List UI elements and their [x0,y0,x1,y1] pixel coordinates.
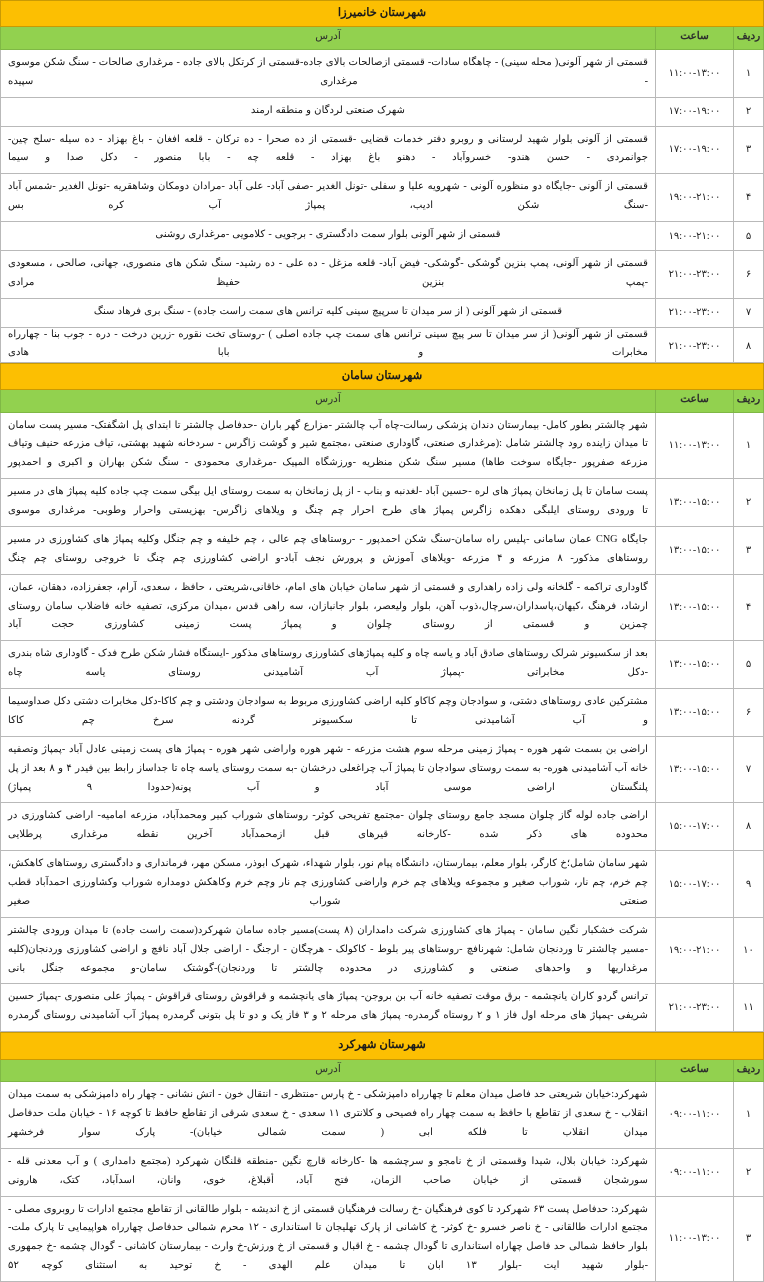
row-number-cell: ۱۱ [734,984,764,1032]
table-row [1,917,764,984]
table-row [1,1082,764,1149]
outage-time-cell: ۰۹:۰۰-۱۱:۰۰ [656,1148,734,1196]
row-number-cell: ۵ [734,641,764,689]
city-title: شهرستان خانمیرزا [1,1,764,27]
outage-time-cell: ۱۳:۰۰-۱۵:۰۰ [656,641,734,689]
row-number-cell: ۴ [734,174,764,222]
outage-address-text: قسمتی از شهر آلونی( از سر میدان تا سر پیچ سینی ترانس های سمت چپ جاده اصلی ) -روستای تخت نقوره -زرین درخت - دره - جوب بنا - چهارراه مخابرات و بابا هادی [8,328,648,358]
table-row [1,1196,764,1282]
row-number-cell: ۱ [734,1082,764,1149]
table-row [1,526,764,574]
outage-time-cell: ۲۱:۰۰-۲۳:۰۰ [656,984,734,1032]
table-row [1,479,764,527]
row-number-cell: ۵ [734,222,764,251]
outage-time-cell: ۱۱:۰۰-۱۳:۰۰ [656,412,734,479]
column-header-row-no: ردیف [734,1059,764,1082]
row-number-cell: ۳ [734,1196,764,1282]
table-row [1,412,764,479]
table-row [1,641,764,689]
outage-time-cell: ۱۱:۰۰-۱۳:۰۰ [656,49,734,97]
outage-address-cell: قسمتی از شهر آلونی، پمپ بنزین گوشکی -گوشکی- فیض آباد- قلعه مزغل - ده علی - ده رشید- سنگ شکن های منصوری، جهانی، صالحی ، مسعودی -پمپ بنزین حفیظ مرادی [1,250,656,298]
row-number-cell: ۹ [734,851,764,918]
outage-address-cell: شهرک صنعتی لردگان و منطقه ارمند [1,97,656,126]
outage-address-cell: شرکت خشکبار نگین سامان - پمپاژ های کشاورزی شرکت دامداران (۸ پست)مسیر جاده سامان شهرکرد(سمت راست جاده) تا میدان ورودی چالشتر -مسیر چالشتر تا وردنجان شامل: شهرنافچ -روستاهای پیر بلوط - کاکولک - هرچگان - ارجنگ - اراضی جلال آباد نافچ و اراضی کشاورزی وردنجان(کلیه مرغداریها و واحدهای صنعتی و کشاورزی در محدوده چالشتر تا وردنجان)-گوشتک سامان-و مجموعه جنگل بانی [1,917,656,984]
table-row [1,49,764,97]
city-title: شهرستان شهرکرد [1,1033,764,1059]
table-row [1,126,764,174]
outage-address-cell: قسمتی از شهر آلونی بلوار سمت دادگستری - برجویی - کلامویی -مرغداری روشنی [1,222,656,251]
column-header-address: آدرس [1,27,656,50]
row-number-cell: ۱ [734,49,764,97]
outage-address-cell: جایگاه CNG عمان سامانی -پلیس راه سامان-سنگ شکن احمدپور - -روستاهای چم عالی ، چم خلیفه و چم جنگل وکلیه پمپاژ های کشاورزی در مسیر روستاهای مذکور- ۸ مزرعه و ۴ مزرعه -ویلاهای آموزش و پرورش نجف آباد-و اراضی کشاورزی چم چنگ تا خروجی روستای چم چنگ [1,526,656,574]
row-number-cell: ۷ [734,736,764,803]
column-header-address: آدرس [1,1059,656,1082]
outage-address-cell: قسمتی از شهر آلونی ( از سر میدان تا سرپیچ سینی کلیه ترانس های سمت راست جاده) - سنگ بری فرهاد سنگ [1,298,656,327]
city-banner-row [1,1033,764,1059]
outage-address-cell: پست سامان تا پل زمانخان پمپاژ های لره -حسین آباد -لغدنبه و بناب - از پل زمانخان به سمت روستای ایل بیگی سمت چپ جاده کلیه پمپاژ های در مسیر تا ورودی روستای ایلبگی دهکده زاگرس پمپاژ های طرح احرار چم چنگ و ویلاهای زاگرس- بهزیستی واحرار وطوبی- مرغداری موسوی [1,479,656,527]
row-number-cell: ۴ [734,574,764,641]
row-number-cell: ۶ [734,250,764,298]
row-number-cell: ۸ [734,327,764,362]
outage-time-cell: ۱۳:۰۰-۱۵:۰۰ [656,736,734,803]
column-header-row [1,1059,764,1082]
table-row [1,174,764,222]
city-outage-table [0,363,764,1033]
outage-time-cell: ۱۳:۰۰-۱۵:۰۰ [656,689,734,737]
outage-time-cell: ۲۱:۰۰-۲۳:۰۰ [656,327,734,362]
outage-address-cell: قسمتی از آلونی -جایگاه دو منظوره آلونی - شهرویه علیا و سفلی -تونل الغدیر -صفی آباد- علی آباد -مرادان دومکان وشاهقریه -تونل الغدیر -شمس آباد -سنگ شکن ادیب، پمپاژ آب کره بس [1,174,656,222]
outage-address-cell: اراضی جاده لوله گاز چلوان مسجد جامع روستای چلوان -مجتمع تفریحی کوثر- روستاهای شوراب کبیر ومحمدآباد، مزرعه امامیه- اراضی کشاورزی در محدوده های ذکر شده -کارخانه قیرهای قبل ازمحمدآباد آخرین نقطه مرغداری پرطلایی [1,803,656,851]
column-header-row-no: ردیف [734,27,764,50]
row-number-cell: ۳ [734,526,764,574]
table-row [1,803,764,851]
outage-time-cell: ۱۵:۰۰-۱۷:۰۰ [656,803,734,851]
outage-time-cell: ۱۷:۰۰-۱۹:۰۰ [656,126,734,174]
outage-time-cell: ۱۱:۰۰-۱۳:۰۰ [656,1196,734,1282]
table-row [1,851,764,918]
outage-address-cell: شهرکرد:خیابان شریعتی حد فاصل میدان معلم تا چهارراه دامپزشکی - خ پارس -منتظری - انتقال خون - اتش نشانی - چهار راه دامپزشکی به سمت میدان انقلاب - خ سعدی از تقاطع با حافظ به سمت چهار راه فصیحی و کلانتری ۱۱ سعدی - خ سعدی شرقی از تقاطع حافظ تا کوچه ۱۶ - خیابان ملت حدفاصل میدان انقلاب تا فلکه ابی ( سمت شمالی خیابان)- پارک سوار فرخشهر [1,1082,656,1149]
city-title: شهرستان سامان [1,363,764,389]
city-outage-table [0,1032,764,1282]
table-row [1,736,764,803]
outage-time-cell: ۱۹:۰۰-۲۱:۰۰ [656,174,734,222]
outage-address-cell: شهرکرد: خیابان بلال، شیدا وقسمتی از خ نامجو و سرچشمه ها -کارخانه قارچ نگین -منطقه قلنگان شهرکرد (مجتمع دامداری ) و آب معدنی قله - سورشجان قسمتی از خیابان صاحب الزمان، فتح آباد، أقبلاغ، خوی، وانان، اسدآباد، کتک، هارونی [1,1148,656,1196]
outage-address-cell: قسمتی از شهر آلونی( محله سینی) - چاهگاه سادات- قسمتی ازصالحات بالای جاده-قسمتی از کرتکل بالای جاده - مرغداری صالحات - سنگ شکن موسوی - مرغداری سپیده [1,49,656,97]
table-row [1,250,764,298]
outage-address-cell: بعد از سکسیونر شرلک روستاهای صادق آباد و یاسه چاه و کلیه پمپاژهای کشاورزی روستاهای مذکور -ایستگاه فشار شکن طرح فدک - گاوداری شاه بندری -دکل مخابراتی -پمپاژ آب آشامیدنی روستای یاسه چاه [1,641,656,689]
row-number-cell: ۱۰ [734,917,764,984]
outage-time-cell: ۰۹:۰۰-۱۱:۰۰ [656,1082,734,1149]
table-row [1,327,764,362]
outage-time-cell: ۱۳:۰۰-۱۵:۰۰ [656,479,734,527]
city-outage-table [0,0,764,363]
outage-time-cell: ۱۳:۰۰-۱۵:۰۰ [656,574,734,641]
table-row [1,222,764,251]
outage-address-cell: قسمتی از آلونی بلوار شهید لرستانی و روبرو دفتر خدمات قضایی -قسمتی از ده صحرا - ده ترکان - قلعه افغان - باغ بهزاد - ده سیله -سلح چین- جوانمردی - حسن هندو- خسروآباد - دهنو باغ بهزاد - قلعه چه - بابا منصور - دکل صدا و سیما [1,126,656,174]
row-number-cell: ۸ [734,803,764,851]
city-banner-row [1,1,764,27]
row-number-cell: ۶ [734,689,764,737]
column-header-row-no: ردیف [734,389,764,412]
outage-address-cell: مشترکین عادی روستاهای دشتی، و سوادجان وچم کاکاو کلیه اراضی کشاورزی مربوط به سوادجان ودشتی و چم کاکا-دکل مخابرات دشتی دکل صداوسیما و آب آشامیدنی تا سکسیونر گردنه سرخ چم کاکا [1,689,656,737]
column-header-row [1,389,764,412]
outage-address-cell: ترانس گردو کاران یانچشمه - برق موقت تصفیه خانه آب بن بروجن- پمپاژ های یانچشمه و قراقوش روستای قراقوش - پمپاژ علی منصوری -پمپاژ حسین شریفی -پمپاژ های مرحله اول فاز ۱ و ۲ روستاه گرمدره- پمپاژ های مرحله ۲ و ۳ فاز یک و دو تا پل بتونی گرمدره پمپاژ آب آشامیدنی روستای گرمدره [1,984,656,1032]
outage-address-cell: شهرکرد: حدفاصل پست ۶۳ شهرکرد تا کوی فرهنگیان -خ رسالت فرهنگیان قسمتی از خ اندیشه - بلوار طالقانی از تقاطع مجتمع ادارات تا روبروی مصلی - مجتمع ادارات طالقانی - خ ناصر خسرو -خ کوثر- خ کاشانی از پارک تهلیجان تا استانداری - ۱۲ محرم شمالی حدفاصل چهارراه هواپیمایی تا پارک ملت- بلوار حافظ شمالی حد فاصل چهاراه استانداری تا گودال چشمه - خ اقبال و قسمتی از خ ورزش-خ وارث - بیمارستان کاشانی - گودال چشمه -خ جمهوری -بلوار شهید ایت -بلوار ۱۳ ابان تا میدان علم الهدی - خ توحید به استثنای کوچه ۵۲ [1,1196,656,1282]
outage-time-cell: ۱۷:۰۰-۱۹:۰۰ [656,97,734,126]
column-header-time: ساعت [656,1059,734,1082]
outage-time-cell: ۱۵:۰۰-۱۷:۰۰ [656,851,734,918]
column-header-row [1,27,764,50]
outage-time-cell: ۱۹:۰۰-۲۱:۰۰ [656,917,734,984]
row-number-cell: ۷ [734,298,764,327]
table-row [1,984,764,1032]
row-number-cell: ۳ [734,126,764,174]
outage-address-cell: گاوداری تراکمه - گلخانه ولی زاده راهداری و قسمتی از شهر سامان خیابان های امام، خاقانی،شریعتی ، حافظ ، سعدی، آرام، جعفرزاده، دهقان، عمان، ارشاد، فرهنگ ،کیهان،پاسداران،سرچال،ذوب آهن، بلوار ولیعصر، بلوار جانبازان، سه راهی قدس ،میدان مرکزی، تصفیه خانه فاضلاب سامان روستای چمزین و قسمتی از روستای چلوان و پمپاژ پست زمینی کشاورزی حجت آباد [1,574,656,641]
row-number-cell: ۲ [734,479,764,527]
column-header-time: ساعت [656,389,734,412]
outage-time-cell: ۲۱:۰۰-۲۳:۰۰ [656,250,734,298]
table-row [1,1148,764,1196]
city-banner-row [1,363,764,389]
column-header-time: ساعت [656,27,734,50]
table-row [1,689,764,737]
column-header-address: آدرس [1,389,656,412]
table-row [1,298,764,327]
outage-address-cell: شهر چالشتر بطور کامل- بیمارستان دندان پزشکی رسالت-چاه آب چالشتر -مزارع گهر باران -حدفاصل چالشتر تا ابتدای پل اشگفتک- مسیر پست سامان تا میدان زاینده رود چالشتر شامل :(مرغداری صنعتی، گاوداری صنعتی ،مجتمع شیر و گوشت زاگرس - سردخانه شهید بهشتی، تیاف مزرعه حنیف وتیاف مزرعه صفرپور -جایگاه سوخت طاها) مسیر سنگ شکن منظریه -ورزشگاه المپیک -مرغداری محمودی - سنگ شکن بهاران و اکبری و احمدپور [1,412,656,479]
outage-address-cell: اراضی بن بسمت شهر هوره - پمپاژ زمینی مرحله سوم هشت مزرعه - شهر هوره واراضی شهر هوره - پمپاژ های پست زمینی عادل آباد -پمپاژ وتصفیه خانه آب آشامیدنی هوره- به سمت روستای سوادجان تا پمپاژ آب چراغعلی درخشان -به سمت روستای یاسه چاه تا جداساز رابط بین فیدر ۴ و ۸ بعد از پل پلنگستان اراضی موسی آباد و آب پونه(حدودا ۹ پمپاژ) [1,736,656,803]
row-number-cell: ۲ [734,1148,764,1196]
row-number-cell: ۱ [734,412,764,479]
outage-time-cell: ۲۱:۰۰-۲۳:۰۰ [656,298,734,327]
outage-time-cell: ۱۳:۰۰-۱۵:۰۰ [656,526,734,574]
row-number-cell: ۲ [734,97,764,126]
outage-time-cell: ۱۹:۰۰-۲۱:۰۰ [656,222,734,251]
outage-address-cell [1,327,656,362]
table-row [1,97,764,126]
table-row [1,574,764,641]
outage-address-cell: شهر سامان شامل؛خ کارگر، بلوار معلم، بیمارستان، دانشگاه پیام نور، بلوار شهداء، شهرک ابوذر، مسکن مهر، فرمانداری و دادگستری روستاهای کاهکش، چم خرم، چم نار، شوراب صغیر و مجموعه ویلاهای چم خرم واراضی کشاورزی چم نار وچم خرم وکاهکش دومداره شوراب وکشاورزی احمدآباد قطب صنعتی شوراب صغیر [1,851,656,918]
